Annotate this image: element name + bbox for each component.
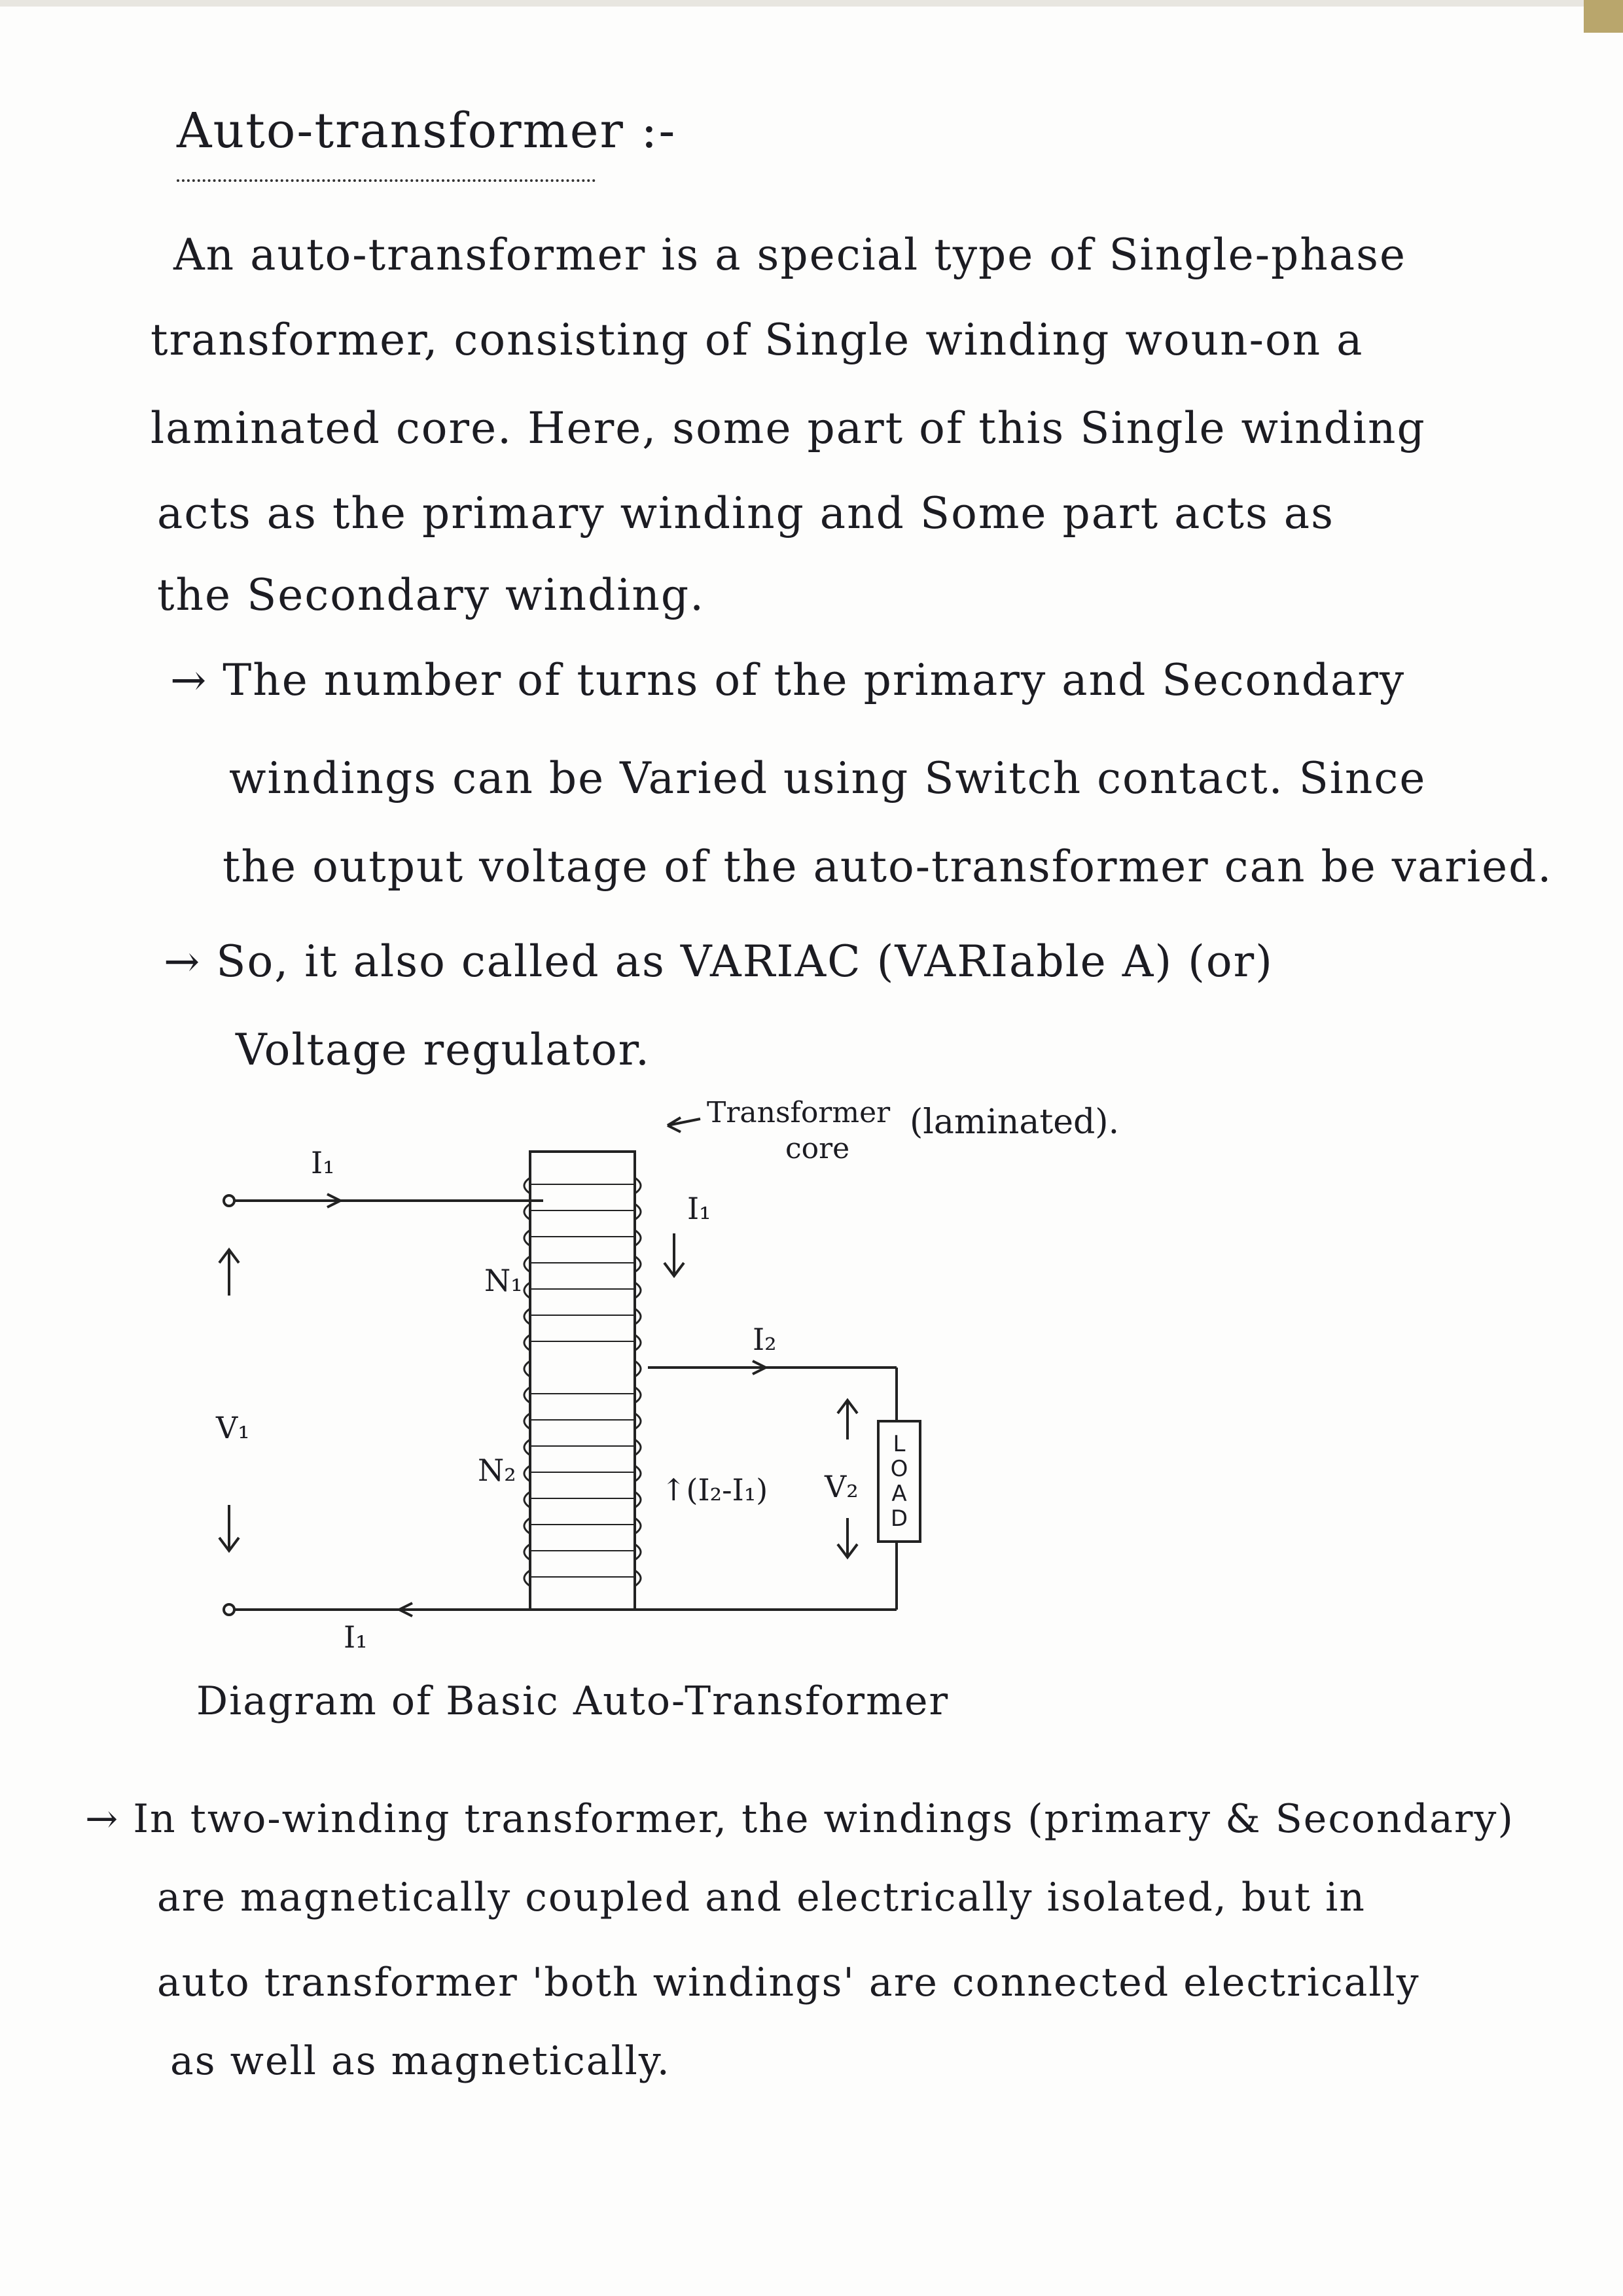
page-top-edge	[0, 0, 1623, 7]
terminal-top	[224, 1195, 234, 1206]
load-letter: A	[891, 1481, 907, 1507]
v2-arrow-up	[838, 1400, 857, 1439]
load-box	[877, 1420, 921, 1543]
v1-arrow-up	[219, 1250, 239, 1296]
i1-top-label: I₁	[311, 1145, 335, 1180]
load-letter: O	[890, 1456, 908, 1482]
core-label-line2: core	[785, 1132, 850, 1165]
v1-label: V₁	[216, 1410, 250, 1445]
v1-arrow-down	[219, 1505, 239, 1551]
paragraph-line: the Secondary winding.	[157, 570, 705, 620]
page-title: Auto-transformer :-	[177, 103, 677, 159]
bullet-line: → In two-winding transformer, the windings (primary & Secondary)	[85, 1796, 1514, 1842]
winding-coils	[524, 1178, 641, 1586]
bullet-line: → The number of turns of the primary and Secondary	[170, 655, 1406, 705]
paragraph-line: An auto-transformer is a special type of Single-phase	[173, 230, 1407, 280]
core-label-line1: Transformer	[707, 1096, 891, 1129]
i1-down-label: I₁	[687, 1191, 711, 1226]
i1-bottom-label: I₁	[344, 1619, 368, 1655]
terminal-bottom	[224, 1604, 234, 1615]
bullet-line: → So, it also called as VARIAC (VARIable A) (or)	[164, 936, 1274, 987]
paragraph-line: laminated core. Here, some part of this Single winding	[151, 403, 1426, 453]
core-label-note: (laminated).	[910, 1103, 1120, 1142]
bullet-line: are magnetically coupled and electrically isolated, but in	[157, 1875, 1366, 1920]
i2-label: I₂	[753, 1322, 777, 1357]
load-letter: D	[890, 1506, 908, 1532]
n1-label: N₁	[484, 1263, 523, 1298]
bullet-line: as well as magnetically.	[170, 2038, 671, 2084]
bullet-line: windings can be Varied using Switch contact. Since	[229, 753, 1427, 804]
i1-down-arrow	[664, 1233, 684, 1276]
load-letter: L	[893, 1431, 906, 1457]
corner-mark	[1584, 0, 1623, 33]
v2-arrow-down	[838, 1518, 857, 1557]
core-pointer-arrow	[668, 1118, 700, 1132]
title-underline	[177, 170, 596, 182]
diagram-caption: Diagram of Basic Auto-Transformer	[196, 1678, 950, 1724]
v2-label: V₂	[825, 1469, 859, 1504]
i2-minus-i1-label: ↑(I₂-I₁)	[661, 1472, 768, 1508]
auto-transformer-diagram	[164, 1086, 1276, 1688]
bullet-line: Voltage regulator.	[236, 1025, 651, 1075]
paragraph-line: transformer, consisting of Single winding woun-on a	[151, 315, 1364, 365]
paragraph-line: acts as the primary winding and Some part acts as	[157, 488, 1335, 539]
bullet-line: auto transformer 'both windings' are connected electrically	[157, 1960, 1420, 2005]
bullet-line: the output voltage of the auto-transformer can be varied.	[223, 841, 1553, 892]
n2-label: N₂	[478, 1453, 516, 1488]
current-arrows	[219, 1118, 857, 1616]
transformer-core	[530, 1152, 635, 1610]
